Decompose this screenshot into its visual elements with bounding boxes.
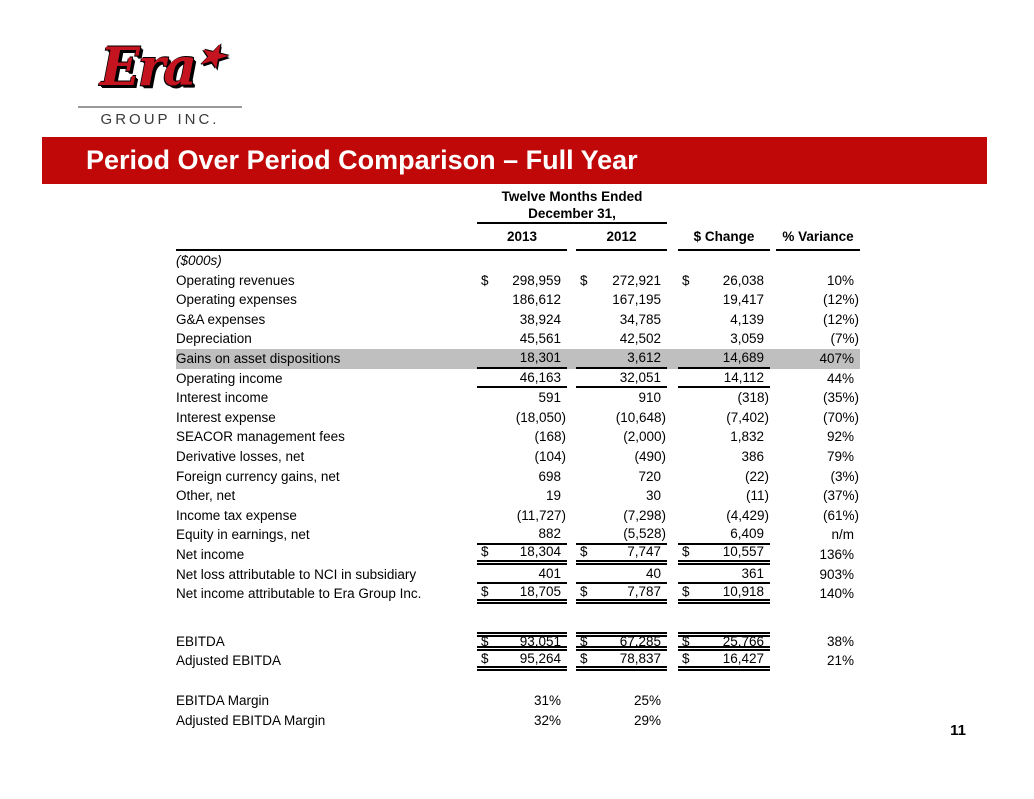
cell-2013: [477, 388, 567, 408]
row-label: Equity in earnings, net: [176, 527, 310, 543]
column-gap: [667, 329, 678, 349]
cell-2013: [477, 408, 567, 428]
column-gap: [567, 565, 576, 585]
value-2012: 7,747: [627, 544, 661, 560]
value-2012: 42,502: [619, 331, 661, 347]
cell-2012: [576, 427, 667, 447]
cell-2013: [477, 486, 567, 506]
row-label: Gains on asset dispositions: [176, 351, 341, 367]
value-variance: (7%): [830, 331, 859, 347]
value-2013: 31%: [533, 692, 561, 708]
row-label: Interest expense: [176, 409, 276, 425]
value-2012: 34,785: [619, 311, 661, 327]
cell-2013: [477, 310, 567, 330]
column-gap: [667, 408, 678, 428]
cell-2012: [576, 691, 667, 711]
cell-2013: [477, 271, 567, 291]
slide-title: Period Over Period Comparison – Full Year: [86, 145, 638, 175]
row-label: Net loss attributable to NCI in subsidiary: [176, 566, 417, 582]
column-gap: [567, 369, 576, 389]
dollar-sign: $: [481, 272, 489, 288]
value-change: 4,139: [730, 311, 764, 327]
table-row: [176, 310, 860, 330]
cell-2013: [477, 525, 567, 545]
value-2013: 18,301: [519, 350, 561, 366]
column-gap: [667, 225, 678, 251]
cell-change: [678, 525, 770, 545]
row-label: Foreign currency gains, net: [176, 468, 340, 484]
column-gap: [567, 271, 576, 291]
cell-change: [678, 632, 770, 652]
dollar-sign: $: [580, 583, 588, 599]
value-2013: 186,612: [512, 292, 561, 308]
value-2013: 32%: [533, 712, 561, 728]
cell-2012: [576, 290, 667, 310]
value-2013: 698: [538, 468, 561, 484]
dollar-sign: $: [481, 544, 489, 560]
value-2012: 67,285: [619, 633, 661, 649]
cell-2012: [576, 271, 667, 291]
cell-2012: [576, 369, 667, 389]
units-label: ($000s): [176, 253, 222, 269]
row-label: Operating revenues: [176, 272, 295, 288]
cell-2013: [477, 329, 567, 349]
column-header-2012: 2012: [576, 225, 667, 251]
value-2012: 40: [645, 565, 661, 581]
table-row: [176, 565, 860, 585]
value-2013: 18,304: [519, 544, 561, 560]
logo-subtitle: GROUP INC.: [100, 111, 220, 128]
cell-2012: [576, 467, 667, 487]
table-row: [176, 651, 860, 671]
value-2012: (10,648): [615, 409, 666, 425]
value-2012: 272,921: [612, 272, 661, 288]
cell-variance: [776, 691, 860, 711]
value-variance: 44%: [826, 370, 854, 386]
column-gap: [567, 584, 576, 604]
value-2013: 46,163: [519, 369, 561, 385]
value-change: 16,427: [722, 650, 764, 666]
value-change: 1,832: [730, 429, 764, 445]
dollar-sign: $: [580, 544, 588, 560]
row-label: Derivative losses, net: [176, 448, 305, 464]
column-gap: [567, 525, 576, 545]
table-rows: [176, 271, 860, 730]
cell-change: [678, 565, 770, 585]
dollar-sign: $: [481, 633, 489, 649]
column-gap: [667, 388, 678, 408]
cell-2013: [477, 369, 567, 389]
cell-2012: [576, 525, 667, 545]
cell-2012: [576, 388, 667, 408]
column-gap: [567, 486, 576, 506]
row-label: Operating income: [176, 370, 283, 386]
value-2012: 720: [638, 468, 661, 484]
cell-2013: [477, 651, 567, 671]
value-variance: (35%): [822, 390, 859, 406]
table-row: [176, 632, 860, 652]
value-change: 6,409: [730, 526, 764, 542]
cell-variance: [776, 271, 860, 291]
value-variance: 38%: [826, 633, 854, 649]
value-2013: (18,050): [515, 409, 566, 425]
table-row: [176, 584, 860, 604]
dollar-sign: $: [481, 583, 489, 599]
value-2012: (5,528): [623, 526, 666, 542]
column-gap: [667, 632, 678, 652]
cell-variance: [776, 388, 860, 408]
cell-variance: [776, 310, 860, 330]
value-2013: 38,924: [519, 311, 561, 327]
value-2012: 25%: [633, 692, 661, 708]
value-2012: (2,000): [623, 429, 666, 445]
value-variance: 10%: [826, 272, 854, 288]
cell-2013: [477, 290, 567, 310]
cell-change: [678, 467, 770, 487]
cell-2013: [477, 427, 567, 447]
column-gap: [667, 545, 678, 565]
column-gap: [567, 691, 576, 711]
logo-brand-text: Era: [100, 37, 195, 98]
column-gap: [567, 310, 576, 330]
cell-2012: [576, 545, 667, 565]
cell-change: [678, 408, 770, 428]
value-variance: (3%): [830, 468, 859, 484]
dollar-sign: $: [682, 544, 690, 560]
value-2013: 882: [538, 526, 561, 542]
table-row: [176, 545, 860, 565]
value-2013: (104): [534, 448, 566, 464]
column-gap: [667, 467, 678, 487]
value-change: 386: [741, 448, 764, 464]
cell-2012: [576, 651, 667, 671]
row-label: Adjusted EBITDA Margin: [176, 712, 326, 728]
cell-2013: [477, 545, 567, 565]
table-row: [176, 408, 860, 428]
cell-2013: [477, 584, 567, 604]
cell-2012: [576, 486, 667, 506]
cell-variance: [776, 545, 860, 565]
value-change: 14,689: [722, 350, 764, 366]
table-row: [176, 271, 860, 291]
cell-variance: [776, 486, 860, 506]
column-gap: [567, 388, 576, 408]
dollar-sign: $: [580, 650, 588, 666]
column-gap: [667, 427, 678, 447]
cell-variance: [776, 447, 860, 467]
cell-change: [678, 349, 770, 369]
cell-variance: [776, 651, 860, 671]
value-2012: (7,298): [623, 507, 666, 523]
column-gap: [667, 369, 678, 389]
cell-change: [678, 427, 770, 447]
cell-change: [678, 691, 770, 711]
column-gap: [567, 651, 576, 671]
cell-variance: [776, 467, 860, 487]
value-change: (4,429): [726, 507, 769, 523]
value-change: 3,059: [730, 331, 764, 347]
table-row: [176, 486, 860, 506]
value-change: 10,557: [722, 544, 764, 560]
value-change: 14,112: [723, 369, 764, 385]
value-change: 10,918: [722, 583, 764, 599]
column-gap: [667, 271, 678, 291]
value-variance: 407%: [819, 351, 854, 367]
comparison-table: [176, 188, 860, 730]
value-2012: 32,051: [619, 369, 661, 385]
cell-2012: [576, 710, 667, 730]
column-gap: [567, 506, 576, 526]
cell-variance: [776, 584, 860, 604]
column-gap: [567, 349, 576, 369]
row-label: Other, net: [176, 488, 236, 504]
cell-change: [678, 329, 770, 349]
cell-2012: [576, 506, 667, 526]
cell-2013: [477, 349, 567, 369]
value-2013: (11,727): [516, 507, 566, 523]
cell-variance: [776, 329, 860, 349]
row-label: Net income: [176, 546, 245, 562]
star-icon: ★: [194, 35, 227, 76]
value-variance: 79%: [826, 448, 854, 464]
value-variance: n/m: [831, 527, 854, 543]
cell-variance: [776, 506, 860, 526]
column-header-variance: % Variance: [776, 225, 860, 251]
cell-2013: [477, 565, 567, 585]
value-change: (318): [737, 390, 769, 406]
dollar-sign: $: [682, 583, 690, 599]
cell-variance: [776, 290, 860, 310]
cell-variance: [776, 349, 860, 369]
table-row: [176, 427, 860, 447]
column-gap: [567, 329, 576, 349]
value-2013: 591: [538, 390, 561, 406]
page-number: 11: [950, 722, 966, 739]
value-2012: 78,837: [619, 650, 661, 666]
value-variance: 140%: [819, 586, 854, 602]
dollar-sign: $: [580, 272, 588, 288]
cell-2012: [576, 310, 667, 330]
value-variance: (12%): [822, 292, 859, 308]
value-change: 25,766: [722, 633, 764, 649]
value-2013: 401: [538, 565, 561, 581]
table-row: [176, 506, 860, 526]
table-row: [176, 329, 860, 349]
cell-2013: [477, 691, 567, 711]
column-gap: [667, 486, 678, 506]
column-gap: [667, 290, 678, 310]
cell-change: [678, 310, 770, 330]
value-change: (11): [745, 488, 769, 504]
cell-change: [678, 388, 770, 408]
column-gap: [667, 651, 678, 671]
cell-2012: [576, 632, 667, 652]
row-label: Adjusted EBITDA: [176, 653, 282, 669]
row-label: Operating expenses: [176, 292, 297, 308]
column-gap: [567, 408, 576, 428]
column-header-change: $ Change: [678, 225, 770, 251]
row-label: Depreciation: [176, 331, 252, 347]
column-gap: [667, 349, 678, 369]
value-variance: (37%): [822, 488, 859, 504]
cell-change: [678, 369, 770, 389]
value-variance: 903%: [819, 566, 854, 582]
table-row: [176, 447, 860, 467]
value-2013: 18,705: [519, 583, 561, 599]
value-2013: (168): [534, 429, 566, 445]
row-label: EBITDA: [176, 633, 225, 649]
column-gap: [567, 467, 576, 487]
column-gap: [567, 290, 576, 310]
value-change: (22): [744, 468, 769, 484]
dollar-sign: $: [682, 633, 690, 649]
cell-2013: [477, 710, 567, 730]
column-gap: [667, 447, 678, 467]
value-variance: 136%: [819, 546, 854, 562]
period-header-line1: Twelve Months Ended: [501, 189, 643, 205]
cell-2012: [576, 447, 667, 467]
table-row: [176, 369, 860, 389]
cell-change: [678, 584, 770, 604]
title-bar: [42, 137, 987, 184]
row-label: EBITDA Margin: [176, 692, 270, 708]
column-gap: [567, 710, 576, 730]
column-header-label-spacer: [176, 225, 477, 251]
column-gap: [667, 310, 678, 330]
value-2012: 30: [645, 488, 661, 504]
value-2012: 29%: [633, 712, 661, 728]
cell-2013: [477, 467, 567, 487]
table-row: [176, 691, 860, 711]
value-2012: 167,195: [612, 292, 661, 308]
cell-change: [678, 506, 770, 526]
period-header-line2: December 31,: [477, 206, 667, 224]
value-variance: 92%: [826, 429, 854, 445]
value-2013: 298,959: [512, 272, 561, 288]
period-header: [477, 188, 667, 224]
cell-variance: [776, 427, 860, 447]
cell-2012: [576, 584, 667, 604]
value-change: 361: [741, 565, 764, 581]
row-label: G&A expenses: [176, 311, 266, 327]
table-row: [176, 710, 860, 730]
table-row: [176, 290, 860, 310]
cell-2012: [576, 329, 667, 349]
era-group-logo: [76, 35, 244, 128]
value-variance: (12%): [822, 311, 859, 327]
column-gap: [567, 447, 576, 467]
column-gap: [567, 225, 576, 251]
value-2012: 7,787: [627, 583, 661, 599]
value-2013: 93,051: [519, 633, 561, 649]
cell-variance: [776, 369, 860, 389]
table-row: [176, 349, 860, 369]
value-change: (7,402): [726, 409, 769, 425]
value-variance: (61%): [822, 507, 859, 523]
cell-2012: [576, 408, 667, 428]
column-gap: [667, 506, 678, 526]
dollar-sign: $: [481, 650, 489, 666]
column-gap: [667, 691, 678, 711]
cell-variance: [776, 632, 860, 652]
cell-2012: [576, 565, 667, 585]
table-row: [176, 388, 860, 408]
column-gap: [567, 545, 576, 565]
value-2012: (490): [634, 448, 666, 464]
column-header-row: [176, 225, 860, 251]
cell-change: [678, 271, 770, 291]
column-gap: [567, 427, 576, 447]
row-label: SEACOR management fees: [176, 429, 345, 445]
table-row: [176, 525, 860, 545]
column-gap: [667, 565, 678, 585]
cell-change: [678, 447, 770, 467]
row-label: Interest income: [176, 390, 269, 406]
cell-variance: [776, 525, 860, 545]
column-gap: [667, 525, 678, 545]
cell-variance: [776, 408, 860, 428]
units-row: [176, 251, 860, 271]
column-header-2013: 2013: [477, 225, 567, 251]
value-variance: (70%): [822, 409, 859, 425]
value-change: 19,417: [722, 292, 764, 308]
dollar-sign: $: [682, 650, 690, 666]
value-2013: 95,264: [519, 650, 561, 666]
spacer-row: [176, 604, 860, 632]
cell-2012: [576, 349, 667, 369]
value-variance: 21%: [826, 653, 854, 669]
dollar-sign: $: [682, 272, 690, 288]
column-gap: [567, 632, 576, 652]
cell-variance: [776, 565, 860, 585]
column-gap: [667, 584, 678, 604]
value-change: 26,038: [722, 272, 764, 288]
cell-change: [678, 486, 770, 506]
column-gap: [667, 710, 678, 730]
cell-2013: [477, 632, 567, 652]
row-label: Net income attributable to Era Group Inc.: [176, 586, 422, 602]
value-2012: 910: [638, 390, 661, 406]
dollar-sign: $: [580, 633, 588, 649]
cell-2013: [477, 447, 567, 467]
value-2013: 45,561: [519, 331, 561, 347]
cell-2013: [477, 506, 567, 526]
value-2013: 19: [545, 488, 561, 504]
spacer-row: [176, 671, 860, 691]
cell-variance: [776, 710, 860, 730]
row-label: Income tax expense: [176, 507, 297, 523]
cell-change: [678, 710, 770, 730]
value-2012: 3,612: [627, 350, 661, 366]
logo-wordmark: [76, 35, 244, 106]
cell-change: [678, 545, 770, 565]
cell-change: [678, 290, 770, 310]
table-row: [176, 467, 860, 487]
logo-divider: [78, 106, 242, 108]
cell-change: [678, 651, 770, 671]
